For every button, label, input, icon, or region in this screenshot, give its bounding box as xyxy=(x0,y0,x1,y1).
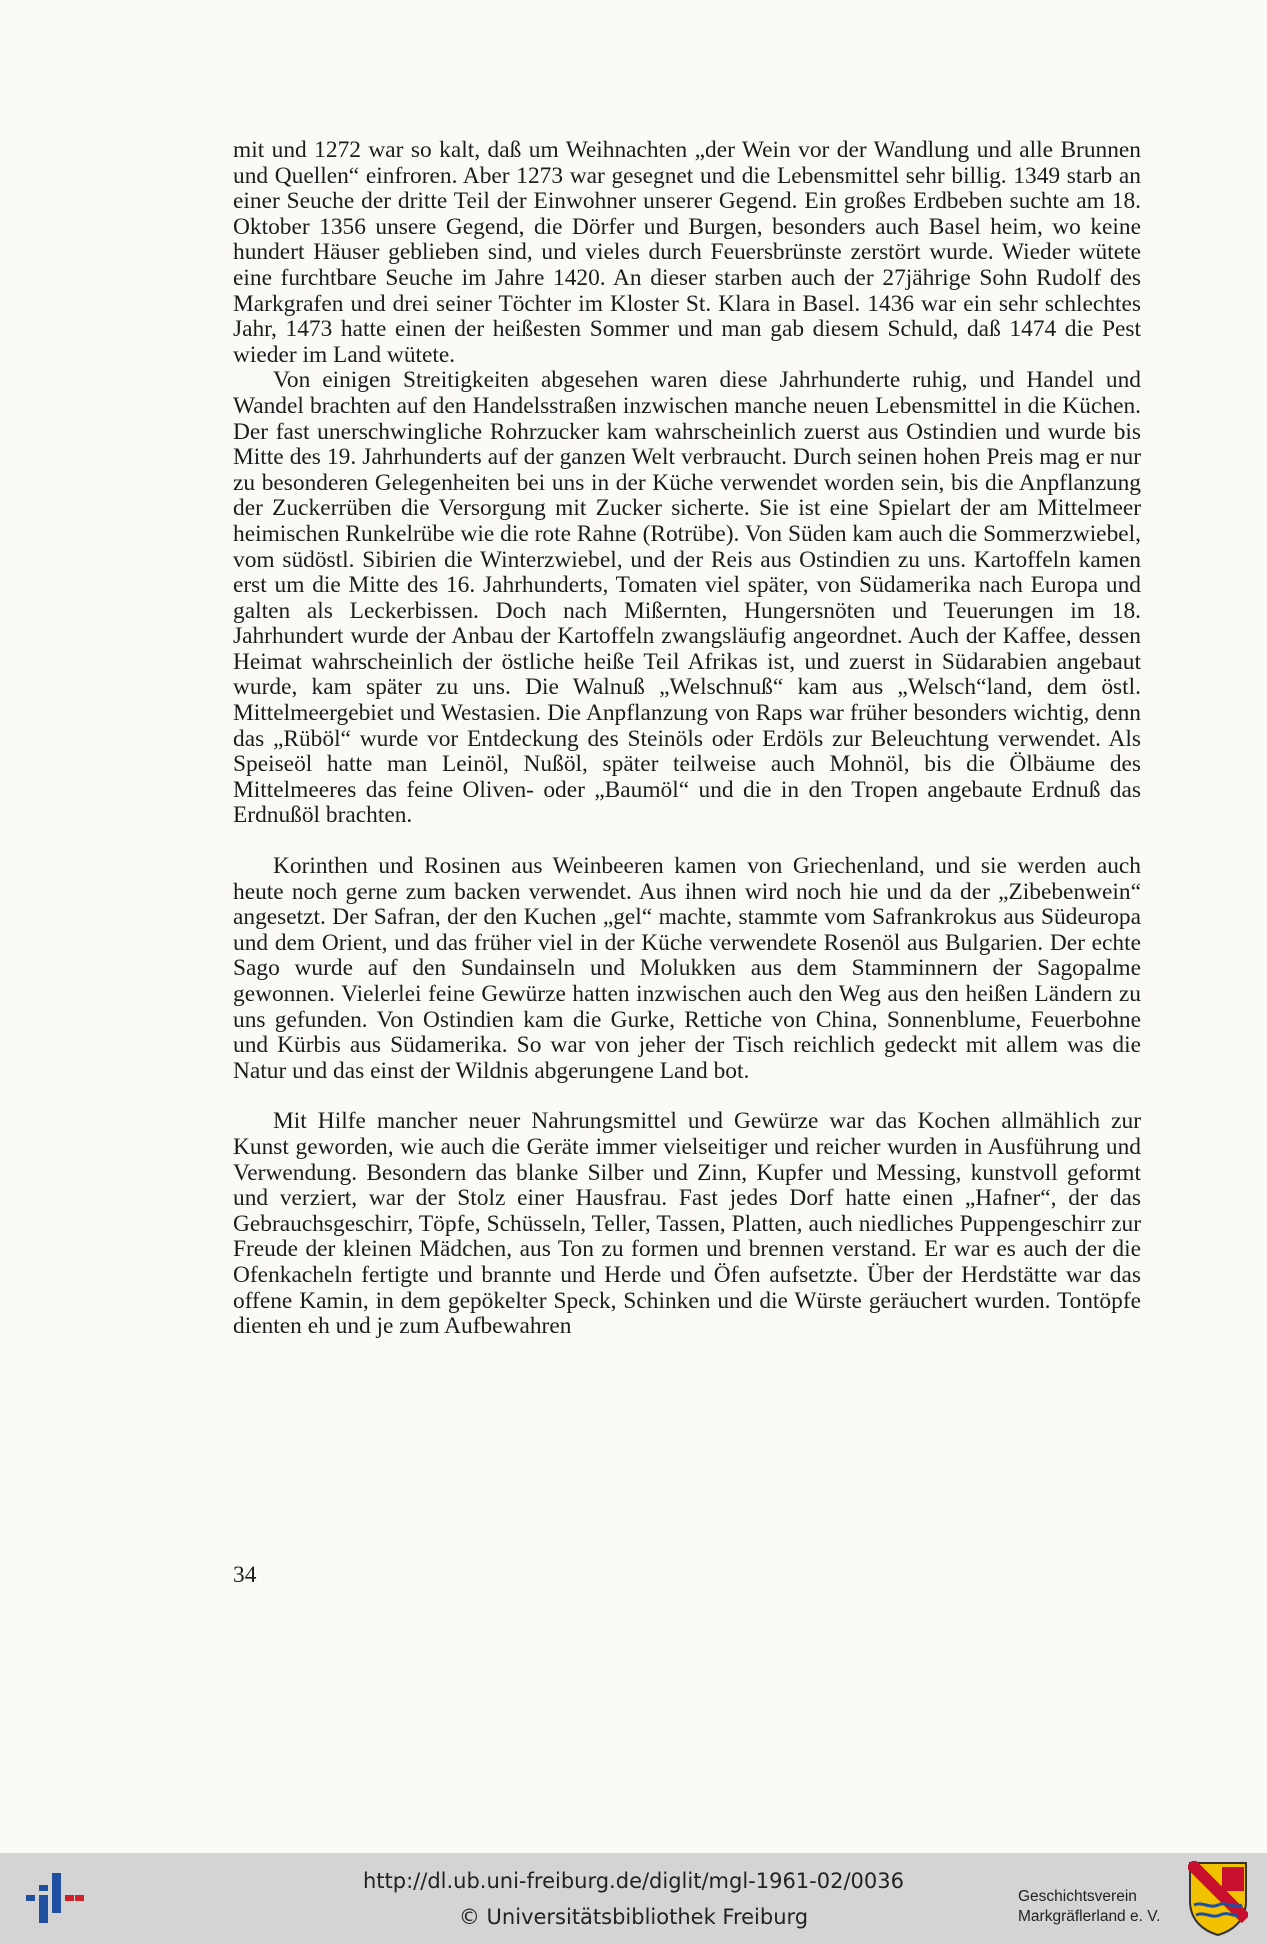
paragraph-4: Mit Hilfe mancher neuer Nahrungsmittel und Gewürze war das Kochen allmählich zur Kunst geworden, wie auch die Geräte immer vielseitiger und reicher wurden in Ausführung und Verwendung. Besondern das blanke Silber und Zinn, Kupfer und Messing, kunstvoll geformt und verziert, war der Stolz einer Hausfrau. Fast jedes Dorf hatte einen „Hafner“, der das Gebrauchsgeschirr, Töpfe, Schüsseln, Teller, Tassen, Platten, auch niedliches Puppengeschirr zur Freude der kleinen Mädchen, aus Ton zu formen und brennen verstand. Er war es auch der die Ofenkacheln fertigte und brannte und Herde und Öfen aufsetzte. Über der Herdstätte war das offene Kamin, in dem gepökelter Speck, Schinken und die Würste geräuchert wurden. Tontöpfe dienten eh und je zum Aufbewahren xyxy=(233,1108,1141,1340)
society-line-2: Markgräflerland e. V. xyxy=(1018,1908,1161,1925)
permalink-url[interactable]: http://dl.ub.uni-freiburg.de/diglit/mgl-1961-02/0036 xyxy=(362,1869,904,1893)
society-name xyxy=(1018,1887,1178,1927)
footer-bar xyxy=(0,1853,1267,1944)
paragraph-2: Von einigen Streitigkeiten abgesehen waren diese Jahrhunderte ruhig, und Handel und Wandel brachten auf den Handelsstraßen inzwischen manche neuen Lebensmittel in die Küchen. Der fast unerschwingliche Rohrzucker kam wahrscheinlich zuerst aus Ostindien und wurde bis Mitte des 19. Jahrhunderts auf der ganzen Welt verbraucht. Durch seinen hohen Preis mag er nur zu besonderen Gelegenheiten bei uns in der Küche verwendet worden sein, bis die Anpflanzung der Zuckerrüben die Versorgung mit Zucker sicherte. Sie ist eine Spielart der am Mittelmeer heimischen Runkelrübe wie die rote Rahne (Rotrübe). Von Süden kam auch die Sommerzwiebel, vom südöstl. Sibirien die Winterzwiebel, und der Reis aus Ostindien zu uns. Kartoffeln kamen erst um die Mitte des 16. Jahrhunderts, Tomaten viel später, von Südamerika nach Europa und galten als Leckerbissen. Doch nach Mißernten, Hungersnöten und Teuerungen im 18. Jahrhundert wurde der Anbau der Kartoffeln zwangsläufig angeordnet. Auch der Kaffee, dessen Heimat wahrscheinlich der östliche heiße Teil Afrikas ist, und zuerst in Südarabien angebaut wurde, kam später zu uns. Die Walnuß „Welschnuß“ kam aus „Welsch“land, dem östl. Mittelmeergebiet und Westasien. Die Anpflanzung von Raps war früher besonders wichtig, denn das „Rüböl“ wurde vor Entdeckung des Steinöls oder Erdöls zur Beleuchtung verwendet. Als Speiseöl hatte man Leinöl, Nußöl, später teilweise auch Mohnöl, bis die Ölbäume des Mittelmeeres das feine Oliven- oder „Baumöl“ und die in den Tropen angebaute Erdnuß das Erdnußöl brachten. xyxy=(233,367,1141,829)
society-line-1: Geschichtsverein xyxy=(1018,1888,1137,1905)
paragraph-3: Korinthen und Rosinen aus Weinbeeren kamen von Griechenland, und sie werden auch heute noch gerne zum backen verwendet. Aus ihnen wird noch hie und da der „Zibebenwein“ angesetzt. Der Safran, der den Kuchen „gel“ machte, stammte vom Safrankrokus aus Südeuropa und dem Orient, und das früher viel in der Küche verwendete Rosenöl aus Bulgarien. Der echte Sago wurde auf den Sundainseln und Molukken aus dem Stamminnern der Sagopalme gewonnen. Vielerlei feine Gewürze hatten inzwischen auch den Weg aus den heißen Ländern zu uns gefunden. Von Ostindien kam die Gurke, Rettiche von China, Sonnenblume, Feuerbohne und Kürbis aus Südamerika. So war von jeher der Tisch reichlich gedeckt mit allem was die Natur und das einst der Wildnis abgerungene Land bot. xyxy=(233,853,1141,1084)
body-text xyxy=(233,138,1141,1340)
page-number: 34 xyxy=(233,1562,257,1588)
coat-of-arms-icon xyxy=(1188,1861,1248,1937)
copyright-text: © Universitätsbibliothek Freiburg xyxy=(458,1905,809,1929)
paragraph-1: mit und 1272 war so kalt, daß um Weihnachten „der Wein vor der Wandlung und alle Brunnen und Quellen“ einfroren. Aber 1273 war gesegnet und die Lebensmittel sehr billig. 1349 starb an einer Seuche der dritte Teil der Einwohner unserer Gegend. Ein großes Erdbeben suchte am 18. Oktober 1356 unsere Gegend, die Dörfer und Burgen, besonders auch Basel heim, wo keine hundert Häuser geblieben sind, und vieles durch Feuersbrünste zerstört wurde. Wieder wütete eine furchtbare Seuche im Jahre 1420. An dieser starben auch der 27jährige Sohn Rudolf des Markgrafen und drei seiner Töchter im Kloster St. Klara in Basel. 1436 war ein sehr schlechtes Jahr, 1473 hatte einen der heißesten Sommer und man gab diesem Schuld, daß 1474 die Pest wieder im Land wütete. xyxy=(233,137,1141,368)
